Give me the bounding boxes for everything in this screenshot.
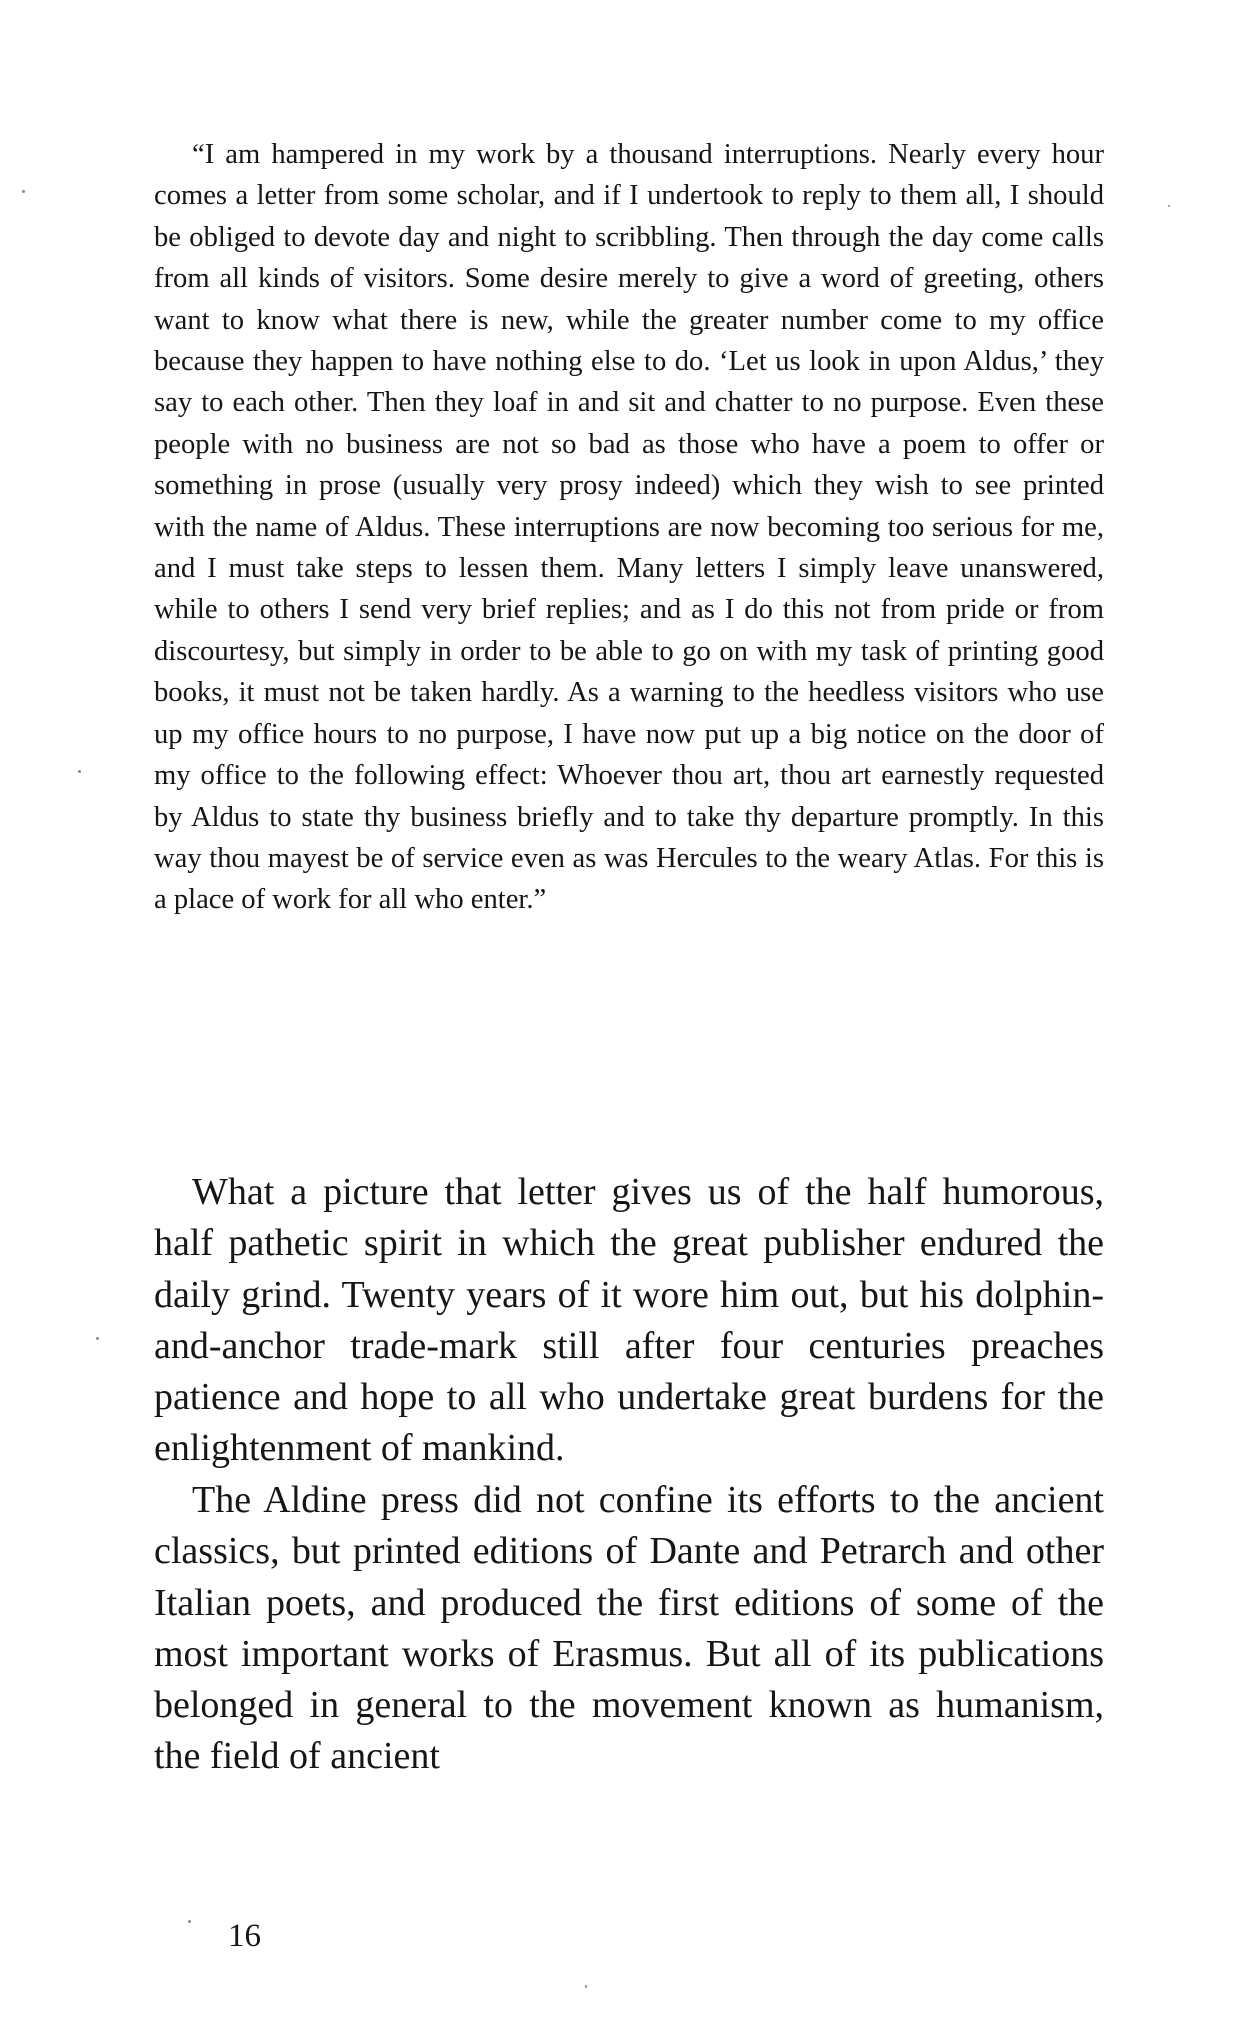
scan-speck [585,1985,587,1988]
scan-speck [22,190,25,193]
body-paragraph-2: The Aldine press did not confine its efforts to the ancient classics, but printed editions of Dante and Petrarch and other Italian poets, and produced the first editions of some of the most important works of Erasmus. But all of its publications belonged in general to the movement known as humanism, the field of ancient [154,1479,1104,1778]
page-number: 16 [228,1918,261,1954]
scan-speck [188,1920,191,1923]
body-paragraph-1: What a picture that letter gives us of the half humorous, half pathetic spirit in which the great publisher endured the daily grind. Twenty years of it wore him out, but his dolphin-and-anchor trade-mark still after four centuries preaches patience and hope to all who undertake great burdens for the enlightenment of mankind. [154,1171,1104,1470]
scan-speck [96,1337,99,1340]
scan-speck [78,770,81,773]
scan-speck [1168,205,1170,207]
quoted-letter: “I am hampered in my work by a thousand interruptions. Nearly every hour comes a letter from some scholar, and if I undertook to reply to them all, I should be obliged to devote day and night to scribbling. Then through the day come calls from all kinds of visitors. Some desire merely to give a word of greeting, others want to know what there is new, while the greater number come to my office because they happen to have nothing else to do. ‘Let us look in upon Aldus,’ they say to each other. Then they loaf in and sit and chatter to no purpose. Even these people with no business are not so bad as those who have a poem to offer or something in prose (usually very prosy indeed) which they wish to see printed with the name of Aldus. These interruptions are now becoming too serious for me, and I must take steps to lessen them. Many letters I simply leave unanswered, while to others I send very brief replies; and as I do this not from pride or from discourtesy, but simply in order to be able to go on with my task of printing good books, it must not be taken hardly. As a warning to the heedless visitors who use up my office hours to no purpose, I have now put up a big notice on the door of my office to the following effect: Whoever thou art, thou art earnestly requested by Aldus to state thy business briefly and to take thy departure promptly. In this way thou mayest be of service even as was Hercules to the weary Atlas. For this is a place of work for all who enter.” [154,139,1104,916]
